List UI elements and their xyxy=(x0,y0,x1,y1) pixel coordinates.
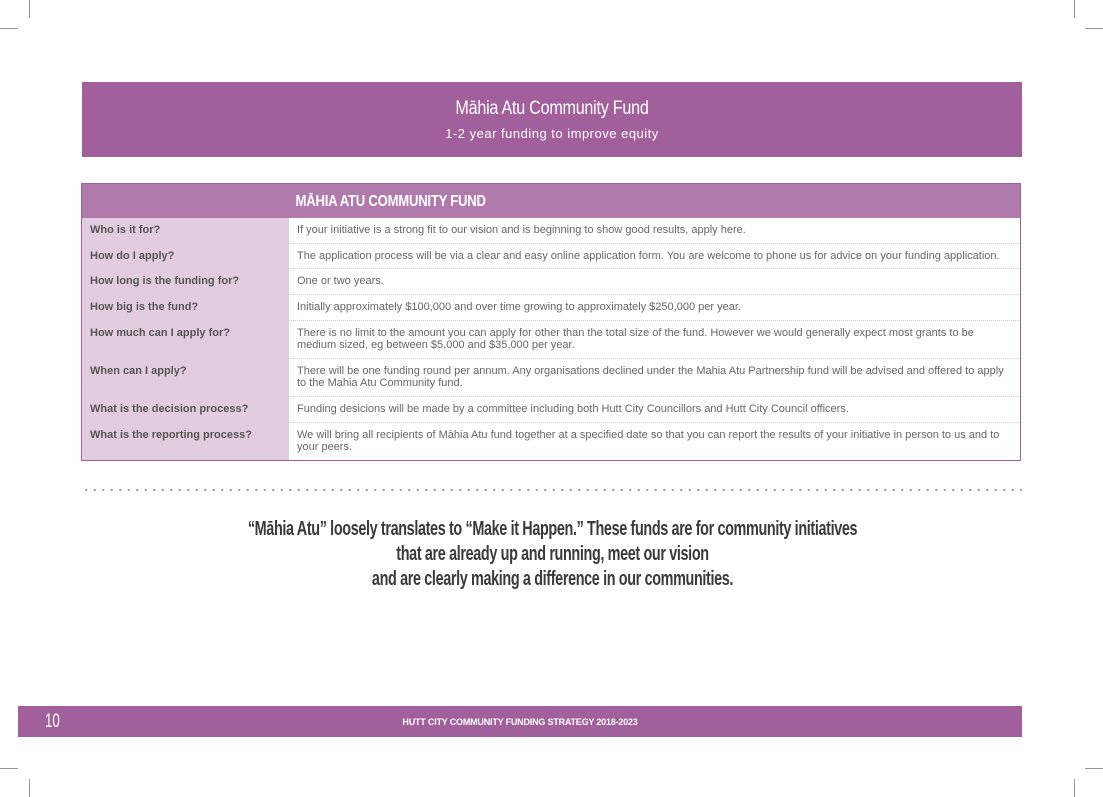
pull-quote-line: “Māhia Atu” loosely translates to “Make it Happen.” These funds are for community initiatives that are already up and running, meet our vision xyxy=(247,518,858,565)
pull-quote-line: and are clearly making a difference in our communities. xyxy=(371,568,734,590)
row-answer: The application process will be via a clear and easy online application form. You are welcome to phone us for advice on your funding application. xyxy=(289,244,1020,270)
table-row xyxy=(82,295,1020,321)
crop-mark xyxy=(1074,779,1075,797)
table-row xyxy=(82,269,1020,295)
crop-mark xyxy=(1085,768,1103,769)
crop-mark xyxy=(1085,28,1103,29)
table-heading: MĀHIA ATU COMMUNITY FUND xyxy=(295,193,486,210)
row-answer: Funding desicions will be made by a committee including both Hutt City Councillors and Hutt City Council officers. xyxy=(289,397,1020,423)
row-question: What is the decision process? xyxy=(82,397,289,423)
row-question: When can I apply? xyxy=(82,359,289,397)
crop-mark xyxy=(1074,0,1075,18)
row-answer: There will be one funding round per annum. Any organisations declined under the Mahia Atu Partnership fund will be advised and offered to apply to the Mahia Atu Community fund. xyxy=(289,359,1020,397)
row-answer: Initially approximately $100,000 and over time growing to approximately $250,000 per year. xyxy=(289,295,1020,321)
row-answer: If your initiative is a strong fit to our vision and is beginning to show good results, apply here. xyxy=(289,218,1020,244)
pull-quote xyxy=(241,517,864,592)
row-answer: We will bring all recipients of Māhia Atu fund together at a specified date so that you can report the results of your initiative in person to us and to your peers. xyxy=(297,428,1000,454)
table-row xyxy=(82,244,1020,270)
table-header-spacer xyxy=(82,184,289,218)
table-row xyxy=(82,397,1020,423)
row-question: Who is it for? xyxy=(82,218,289,244)
table-header xyxy=(82,184,1020,218)
row-question: How long is the funding for? xyxy=(82,269,289,295)
crop-mark xyxy=(29,0,30,18)
page-title: Māhia Atu Community Fund xyxy=(455,98,649,119)
footer-bar xyxy=(18,706,1022,737)
page-subtitle: 1-2 year funding to improve equity xyxy=(445,126,659,141)
table-row xyxy=(82,359,1020,397)
page-number: 10 xyxy=(45,711,60,732)
row-answer: One or two years. xyxy=(289,269,1020,295)
fund-table xyxy=(81,183,1021,461)
row-question: What is the reporting process? xyxy=(82,423,289,460)
title-banner xyxy=(82,82,1022,157)
row-answer: There is no limit to the amount you can apply for other than the total size of the fund. However we would generally expect most grants to be medium sized, eg between $5,000 and $35,000 per year. xyxy=(289,321,1020,359)
crop-mark xyxy=(29,779,30,797)
row-question: How big is the fund? xyxy=(82,295,289,321)
footer-title: HUTT CITY COMMUNITY FUNDING STRATEGY 2018-2023 xyxy=(402,717,638,727)
table-row xyxy=(82,423,1020,460)
crop-mark xyxy=(0,28,18,29)
table-row xyxy=(82,321,1020,359)
row-question: How do I apply? xyxy=(82,244,289,270)
row-question: How much can I apply for? xyxy=(82,321,289,359)
table-row xyxy=(82,218,1020,244)
crop-mark xyxy=(0,768,18,769)
dotted-divider xyxy=(82,488,1022,492)
